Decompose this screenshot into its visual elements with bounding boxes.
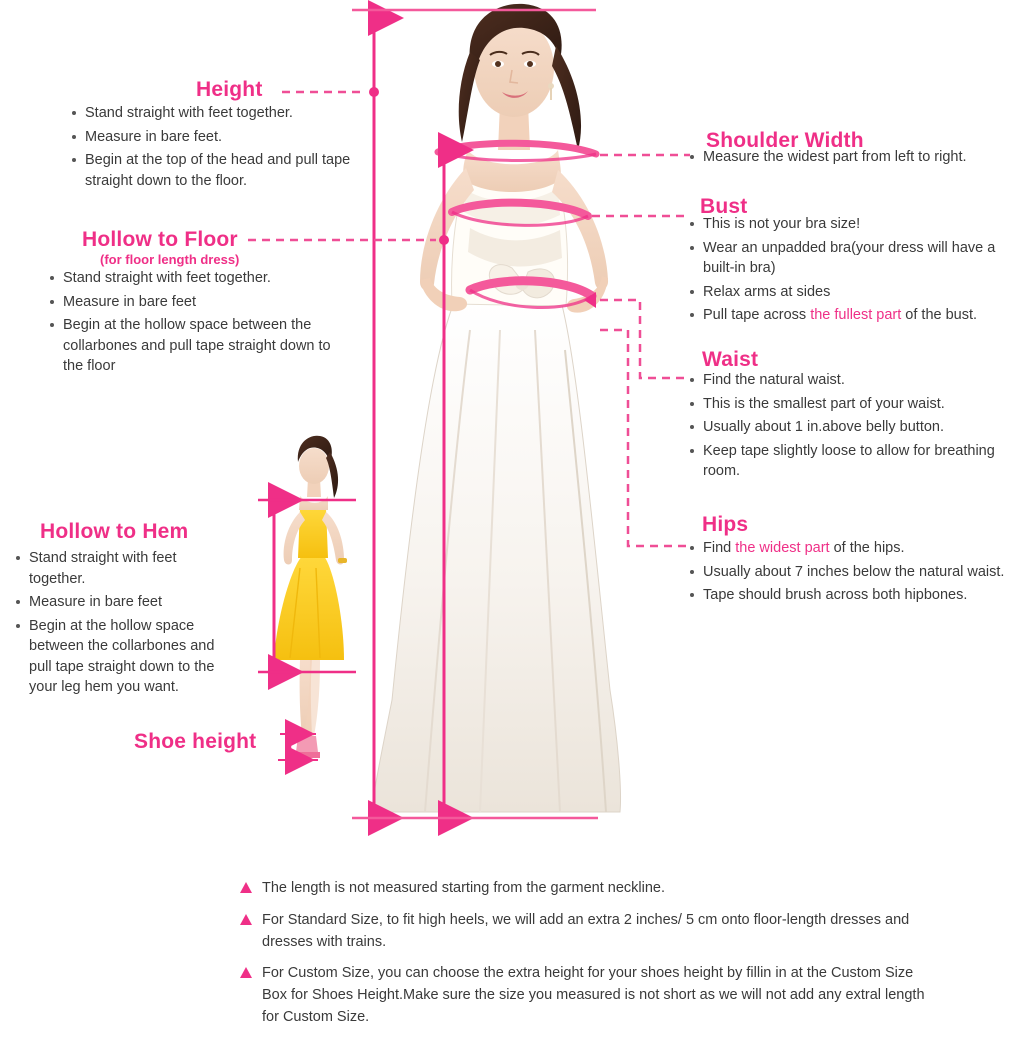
shoulder-width-heading: Shoulder Width: [706, 129, 864, 152]
hips-list: [688, 538, 1008, 609]
hollow-to-hem-list: [14, 548, 236, 701]
list-item: This is the smallest part of your waist.: [688, 394, 1008, 415]
bride-figure: [372, 4, 621, 812]
footnotes: [238, 878, 938, 1039]
waist-list: [688, 370, 1008, 485]
list-item: Begin at the hollow space between the collarbones and pull tape straight down to the your leg hem you want.: [14, 616, 236, 698]
bust-list: [688, 214, 1010, 329]
hollow-to-hem-heading: Hollow to Hem: [40, 520, 189, 543]
list-item: Stand straight with feet together.: [70, 103, 370, 124]
list-item: [688, 305, 1010, 326]
bust-last-highlight: the fullest part: [810, 307, 902, 324]
footnote-item: [238, 910, 938, 954]
list-item: Usually about 1 in.above belly button.: [688, 417, 1008, 438]
list-item: Relax arms at sides: [688, 282, 1010, 303]
hips-first-highlight: the widest part: [735, 540, 830, 556]
hollow-to-floor-subheading: (for floor length dress): [100, 252, 240, 267]
list-item: Keep tape slightly loose to allow for breathing room.: [688, 441, 1008, 482]
list-item: Measure the widest part from left to right.: [688, 147, 1008, 168]
hips-first-suffix: of the hips.: [829, 540, 905, 556]
list-item: Begin at the top of the head and pull tape straight down to the floor.: [70, 150, 370, 191]
bust-last-prefix: Pull tape across: [703, 307, 811, 324]
hips-heading: Hips: [702, 513, 749, 536]
list-item: This is not your bra size!: [688, 214, 1010, 235]
footnote-text: The length is not measured starting from the garment neckline.: [262, 880, 665, 896]
hollow-to-floor-heading: Hollow to Floor: [82, 228, 238, 251]
footnote-text: For Custom Size, you can choose the extra height for your shoes height by fillin in at the Custom Size Box for Shoes Height.Make sure the size you measured is not short as we will not add any extral length for Custom Size.: [262, 965, 925, 1025]
hips-first-prefix: Find: [703, 540, 736, 556]
bust-heading: Bust: [700, 195, 748, 218]
list-item: Stand straight with feet together.: [48, 268, 338, 289]
shoe-height-heading: Shoe height: [134, 730, 257, 753]
list-item: Usually about 7 inches below the natural waist.: [688, 562, 1008, 583]
hollow-to-floor-list: [48, 268, 338, 380]
height-list: [70, 103, 370, 194]
footnote-item: [238, 878, 938, 900]
short-dress-figure: [274, 436, 347, 758]
list-item: Find the natural waist.: [688, 370, 1008, 391]
warning-triangle-icon: [240, 914, 252, 925]
list-item: Wear an unpadded bra(your dress will have a built-in bra): [688, 238, 1010, 279]
height-heading: Height: [196, 78, 263, 101]
list-item: Begin at the hollow space between the collarbones and pull tape straight down to the floor: [48, 315, 338, 377]
list-item: Measure in bare feet.: [70, 127, 370, 148]
list-item: [688, 538, 1008, 559]
shoulder-width-list: [688, 147, 1008, 171]
list-item: Stand straight with feet together.: [14, 548, 236, 589]
footnote-item: [238, 963, 938, 1028]
warning-triangle-icon: [240, 967, 252, 978]
list-item: Tape should brush across both hipbones.: [688, 585, 1008, 606]
list-item: Measure in bare feet: [48, 292, 338, 313]
bust-last-suffix: of the bust.: [901, 307, 978, 324]
list-item: Measure in bare feet: [14, 592, 236, 613]
footnote-text: For Standard Size, to fit high heels, we will add an extra 2 inches/ 5 cm onto floor-length dresses and dresses with trains.: [262, 911, 910, 950]
waist-heading: Waist: [702, 348, 759, 371]
warning-triangle-icon: [240, 882, 252, 893]
